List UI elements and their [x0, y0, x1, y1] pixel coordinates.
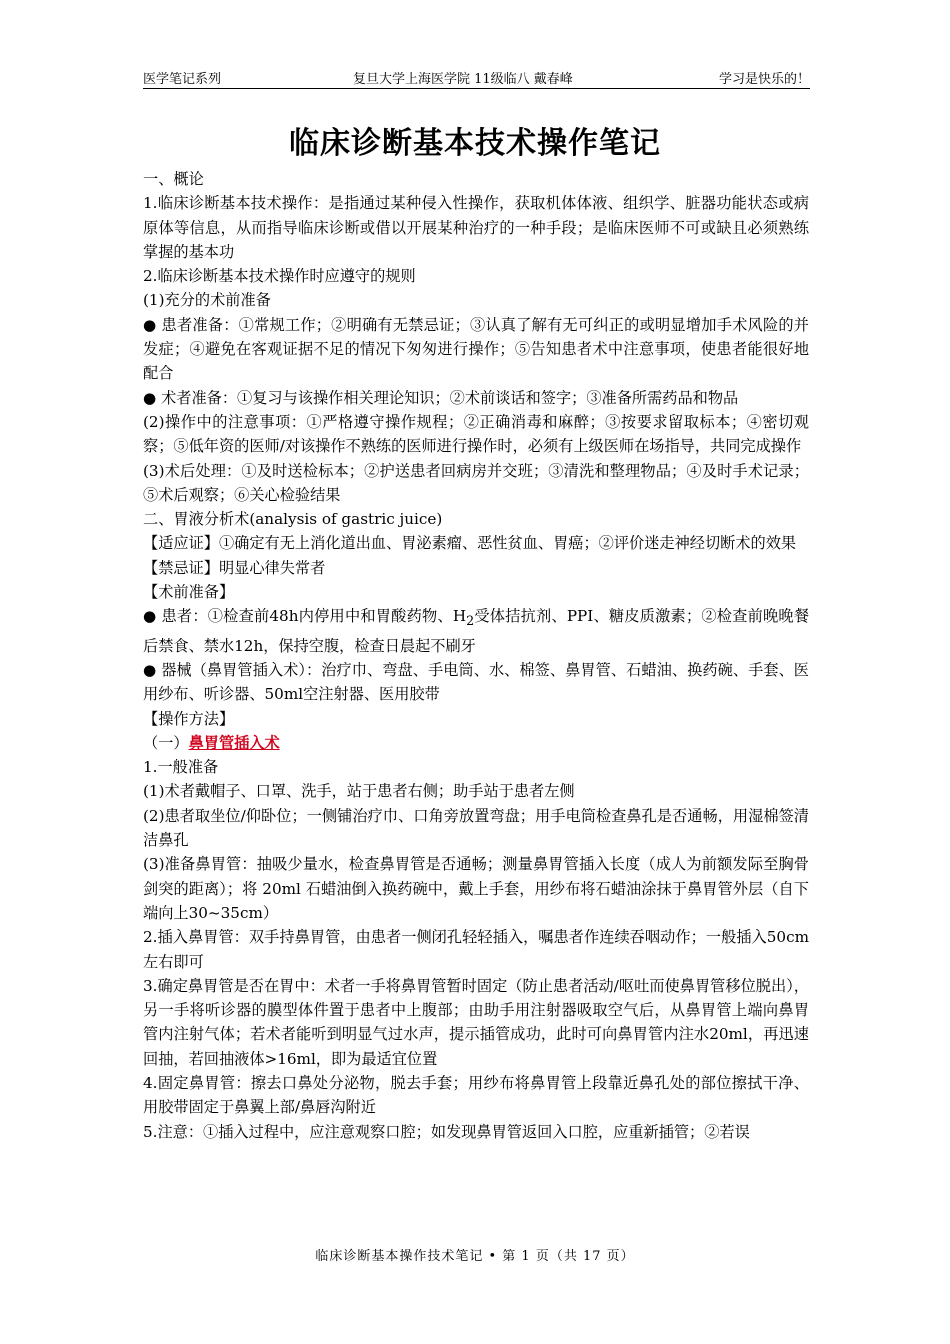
patient-prep-paragraph [143, 604, 809, 658]
paragraph: (3)准备鼻胃管：抽吸少量水，检查鼻胃管是否通畅；测量鼻胃管插入长度（成人为前额发际至胸骨剑突的距离）；将 20ml 石蜡油倒入换药碗中，戴上手套，用纱布将石蜡油涂抹于鼻胃管外层（自下端向上30~35cm） [143, 855, 809, 922]
paragraph: 1.临床诊断基本技术操作：是指通过某种侵入性操作，获取机体体液、组织学、脏器功能状态或病原体等信息，从而指导临床诊断或借以开展某种治疗的一种手段；是临床医师不可或缺且必须熟练掌握的基本功 [143, 194, 809, 261]
paragraph: ● 术者准备：①复习与该操作相关理论知识；②术前谈话和签字；③准备所需药品和物品 [143, 388, 739, 407]
section-heading [143, 731, 809, 755]
header-motto: 学习是快乐的！ [718, 72, 810, 87]
paragraph: (3)术后处理：①及时送检标本；②护送患者回病房并交班；③清洗和整理物品；④及时手术记录；⑤术后观察；⑥关心检验结果 [143, 461, 809, 504]
paragraph: 【适应证】①确定有无上消化道出血、胃泌素瘤、恶性贫血、胃癌；②评价迷走神经切断术的效果 [143, 534, 797, 553]
paragraph: (1)充分的术前准备 [143, 291, 271, 310]
paragraph: ● 器械（鼻胃管插入术）：治疗巾、弯盘、手电筒、水、棉签、鼻胃管、石蜡油、换药碗、手套、医用纱布、听诊器、50ml空注射器、医用胶带 [143, 660, 809, 704]
paragraph: 【术前准备】 [143, 583, 235, 602]
paragraph: 二、胃液分析术(analysis of gastric juice) [143, 510, 443, 529]
section-prefix: （一） [143, 733, 189, 752]
header-series: 医学笔记系列 [143, 72, 222, 87]
page-header [143, 66, 810, 89]
patient-prep-part2: 受体拮抗剂、PPI、糖皮质激素；②检查前晚晚餐后禁食、禁水12h，保持空腹，检查日晨起不刷牙 [143, 607, 810, 655]
paragraph: 【操作方法】 [143, 709, 235, 728]
patient-prep-part1: ● 患者：①检查前48h内停用中和胃酸药物、H [143, 607, 467, 626]
subscript: 2 [466, 613, 475, 629]
paragraph: 2.临床诊断基本技术操作时应遵守的规则 [143, 267, 416, 286]
page-footer: 临床诊断基本操作技术笔记 • 第 1 页（共 17 页） [315, 1249, 635, 1264]
paragraph: 2.插入鼻胃管：双手持鼻胃管，由患者一侧闭孔轻轻插入，嘱患者作连续吞咽动作；一般插入50cm左右即可 [143, 928, 809, 971]
paragraph: ● 患者准备：①常规工作；②明确有无禁忌证；③认真了解有无可纠正的或明显增加手术风险的并发症；④避免在客观证据不足的情况下匆匆进行操作；⑤告知患者术中注意事项，使患者能很好地配合 [143, 315, 809, 383]
paragraph: (2)患者取坐位/仰卧位；一侧铺治疗巾、口角旁放置弯盘；用手电筒检查鼻孔是否通畅，用湿棉签清洁鼻孔 [143, 806, 809, 850]
paragraph: 4.固定鼻胃管：擦去口鼻处分泌物，脱去手套；用纱布将鼻胃管上段靠近鼻孔处的部位擦拭干净、用胶带固定于鼻翼上部/鼻唇沟附近 [143, 1074, 809, 1117]
paragraph: (2)操作中的注意事项：①严格遵守操作规程；②正确消毒和麻醉；③按要求留取标本；④密切观察；⑤低年资的医师/对该操作不熟练的医师进行操作时，必须有上级医师在场指导，共同完成操作 [143, 412, 809, 456]
page-title: 临床诊断基本技术操作笔记 [289, 126, 661, 161]
header-author: 复旦大学上海医学院 11级临八 戴春峰 [353, 72, 573, 87]
section-title-link[interactable]: 鼻胃管插入术 [188, 733, 280, 752]
paragraph: 一、概论 [143, 170, 204, 188]
paragraph: 【禁忌证】明显心律失常者 [143, 558, 326, 577]
paragraph: 1.一般准备 [143, 758, 219, 777]
paragraph: 3.确定鼻胃管是否在胃中：术者一手将鼻胃管暂时固定（防止患者活动/呕吐而使鼻胃管移位脱出），另一手将听诊器的膜型体件置于患者中上腹部；由助手用注射器吸取空气后，从鼻胃管上端向鼻胃管内注射气体；若术者能听到明显气过水声，提示插管成功，此时可向鼻胃管内注水20ml，再迅速回抽，若回抽液体>16ml，即为最适宜位置 [143, 976, 809, 1068]
document-body [143, 167, 809, 1144]
paragraph: (1)术者戴帽子、口罩、洗手，站于患者右侧；助手站于患者左侧 [143, 782, 575, 801]
paragraph: 5.注意：①插入过程中，应注意观察口腔；如发现鼻胃管返回入口腔，应重新插管；②若误 [143, 1122, 750, 1141]
